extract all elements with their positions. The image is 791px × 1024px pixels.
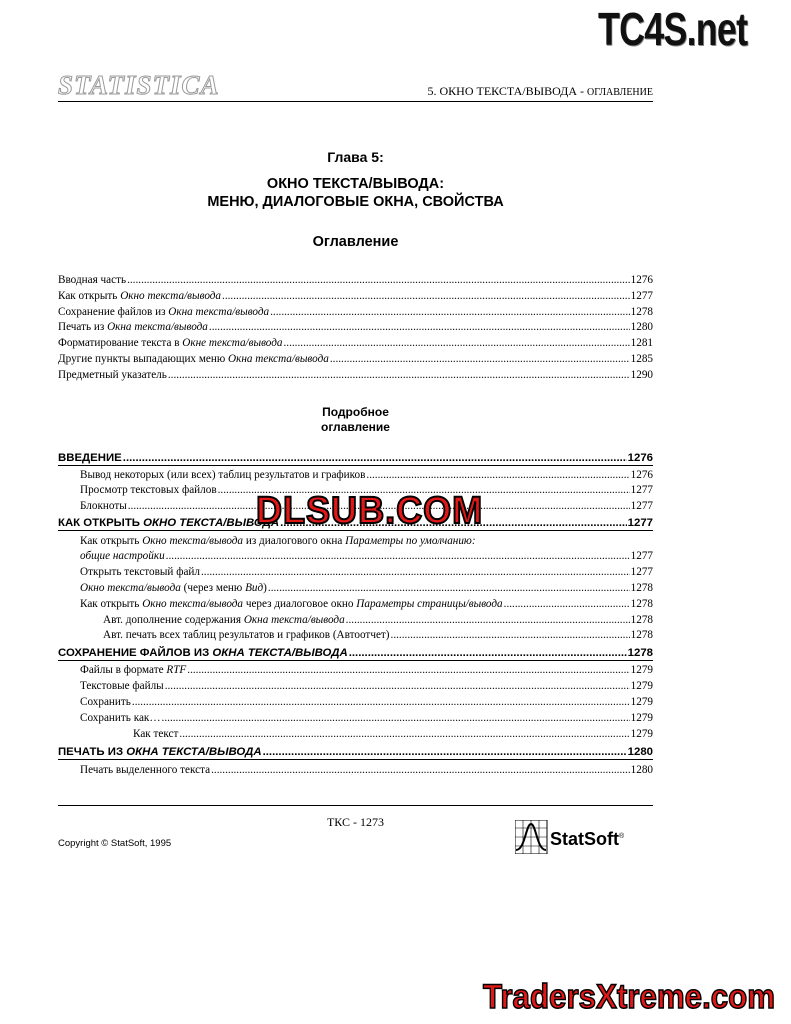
toc-entry-text: Авт. печать всех таблиц результатов и графиков (Автоотчет) <box>103 629 390 641</box>
toc-leader-dots <box>366 469 629 482</box>
summary-toc-entry[interactable] <box>58 304 653 319</box>
toc-page-number: 1279 <box>630 728 653 740</box>
toc-entry-title <box>103 614 345 627</box>
statsoft-brand <box>550 829 624 850</box>
toc-page-number: 1278 <box>630 629 653 641</box>
toc-entry-text: Авт. дополнение содержания <box>103 614 244 626</box>
toc-entry-text: Окно текста/вывода <box>142 535 244 547</box>
toc-leader-dots <box>168 369 630 382</box>
toc-entry-title <box>58 647 348 660</box>
toc-page-number: 1290 <box>630 368 653 381</box>
toc-entry-text: Файлы в формате <box>80 664 167 676</box>
toc-entry-text: Текстовые файлы <box>80 680 164 692</box>
toc-page-number: 1277 <box>627 517 653 529</box>
detailed-toc-entry[interactable] <box>58 467 653 482</box>
toc-entry-text: ПЕЧАТЬ ИЗ <box>58 746 127 758</box>
chapter-label: Глава 5: <box>327 149 384 165</box>
toc-entry-text: (через меню <box>180 582 246 594</box>
toc-entry-text: ОКНА ТЕКСТА/ВЫВОДА <box>126 746 262 758</box>
toc-page-number: 1278 <box>630 598 653 610</box>
toc-entry-text: Как открыть <box>80 535 143 547</box>
toc-entry-text: через диалоговое окно <box>243 598 357 610</box>
running-header <box>428 84 654 99</box>
toc-page-number: 1276 <box>627 452 653 464</box>
toc-leader-dots <box>330 353 630 366</box>
toc-entry-text: Окна текста/вывода <box>243 614 345 626</box>
toc-leader-dots <box>132 696 630 709</box>
detailed-toc-section[interactable] <box>58 645 653 661</box>
toc-entry-text: Печать выделенного текста <box>80 764 211 776</box>
detailed-toc-entry[interactable] <box>58 564 653 579</box>
toc-page-number: 1280 <box>627 746 653 758</box>
detailed-toc-entry[interactable] <box>58 627 653 642</box>
toc-entry-text: Печать из <box>58 321 108 334</box>
toc-page-number: 1276 <box>630 274 653 286</box>
toc-entry-text: Сохранить как… <box>80 712 161 724</box>
tc4s-watermark: TC4S.net <box>598 3 748 55</box>
toc-entry-title <box>58 321 208 334</box>
toc-leader-dots <box>123 452 627 465</box>
toc-entry-text: Предметный указатель <box>58 368 167 381</box>
detailed-toc-entry[interactable] <box>58 533 653 548</box>
detailed-toc-entry[interactable] <box>58 580 653 595</box>
toc-entry-text: Окно текста/вывода <box>142 598 244 610</box>
detailed-title-line2: оглавление <box>321 420 390 434</box>
dlsub-watermark: DLSUB.COM <box>256 490 484 532</box>
toc-page-number: 1279 <box>630 664 653 676</box>
toc-page-number: 1278 <box>630 305 653 318</box>
detailed-toc-entry[interactable] <box>58 762 653 777</box>
detailed-toc-section[interactable] <box>58 450 653 466</box>
toc-leader-dots <box>270 306 630 319</box>
page-number: ТКС - 1273 <box>326 815 385 829</box>
toc-page-number: 1276 <box>630 469 653 481</box>
toc-entry-text: Вид <box>245 582 264 594</box>
detailed-toc-entry[interactable] <box>58 678 653 693</box>
toc-entry-text-italic: Окно текста/вывода <box>120 289 222 302</box>
statsoft-brand-mark: ® <box>619 833 625 840</box>
toc-entry-title <box>58 452 122 465</box>
toc-entry-text: Как открыть <box>58 289 121 302</box>
toc-leader-dots <box>268 582 630 595</box>
summary-toc-entry[interactable] <box>58 288 653 303</box>
toc-entry-title <box>80 535 476 548</box>
toc-entry-title <box>58 517 279 530</box>
toc-leader-dots <box>504 598 630 611</box>
toc-page-number: 1277 <box>630 500 653 512</box>
toc-entry-text: Параметры по умолчанию: <box>345 535 476 547</box>
toc-leader-dots <box>166 550 630 563</box>
toc-page-number: 1278 <box>630 614 653 626</box>
toc-entry-title <box>133 728 178 741</box>
toc-entry-text: Просмотр текстовых файлов <box>80 484 217 496</box>
toc-entry-title <box>103 629 390 642</box>
toc-entry-title <box>58 290 221 303</box>
toc-leader-dots <box>349 647 627 660</box>
toc-entry-title <box>58 746 262 759</box>
running-header-chapter: 5. ОКНО ТЕКСТА/ВЫВОДА - <box>427 84 587 98</box>
toc-page-number: 1278 <box>630 582 653 594</box>
toc-page-number: 1278 <box>627 647 653 659</box>
header-rule <box>58 101 653 102</box>
toc-page-number: 1279 <box>630 696 653 708</box>
contents-heading: Оглавление <box>312 234 399 250</box>
detailed-toc-entry[interactable] <box>58 548 653 563</box>
toc-entry-text-italic: Окна текста/вывода <box>168 305 270 318</box>
toc-entry-text: Открыть текстовый файл <box>80 566 200 578</box>
toc-leader-dots <box>283 337 629 350</box>
toc-page-number: 1279 <box>630 712 653 724</box>
toc-entry-text: общие настройки <box>80 550 165 562</box>
toc-entry-text: Сохранение файлов из <box>58 305 169 318</box>
toc-page-number: 1277 <box>630 566 653 578</box>
toc-leader-dots <box>201 566 630 579</box>
detailed-toc-entry[interactable] <box>58 662 653 677</box>
toc-entry-title <box>58 369 167 382</box>
toc-entry-title <box>80 566 200 579</box>
toc-page-number: 1281 <box>630 337 653 350</box>
summary-toc-entry[interactable] <box>58 319 653 334</box>
toc-entry-text: Блокноты <box>80 500 127 512</box>
summary-toc-entry[interactable] <box>58 367 653 382</box>
detailed-title-line1: Подробное <box>322 405 389 419</box>
toc-entry-text-italic: Окна текста/вывода <box>107 321 208 334</box>
toc-entry-title <box>80 582 267 595</box>
chapter-title-line2: МЕНЮ, ДИАЛОГОВЫЕ ОКНА, СВОЙСТВА <box>207 194 504 210</box>
detailed-toc-section[interactable] <box>58 744 653 760</box>
toc-entry-title <box>80 550 165 563</box>
toc-page-number: 1277 <box>630 484 653 496</box>
toc-leader-dots <box>391 629 630 642</box>
toc-leader-dots <box>165 680 630 693</box>
toc-entry-text: Форматирование текста в <box>58 337 183 350</box>
toc-entry-title <box>58 337 282 350</box>
running-header-section: ОГЛАВЛЕНИЕ <box>587 87 653 98</box>
toc-entry-text: Как текст <box>133 728 179 740</box>
toc-entry-text: Как открыть <box>80 598 143 610</box>
summary-toc-entry[interactable] <box>58 272 653 287</box>
toc-leader-dots <box>209 321 630 334</box>
toc-entry-text: ) <box>263 582 267 594</box>
toc-entry-title <box>58 274 126 287</box>
toc-entry-title <box>80 764 210 777</box>
toc-entry-text: СОХРАНЕНИЕ ФАЙЛОВ ИЗ <box>58 647 213 659</box>
toc-entry-title <box>80 680 164 693</box>
toc-entry-text: Окно текста/вывода <box>80 582 181 594</box>
toc-leader-dots <box>162 712 630 725</box>
detailed-toc-entry[interactable] <box>58 596 653 611</box>
toc-entry-text: ОКНА ТЕКСТА/ВЫВОДА <box>212 647 348 659</box>
toc-page-number: 1277 <box>630 550 653 562</box>
toc-entry-text: Вводная часть <box>58 274 127 286</box>
toc-entry-text: из диалогового окна <box>243 535 346 547</box>
detailed-toc-entry[interactable] <box>58 612 653 627</box>
toc-entry-text: RTF <box>166 664 187 676</box>
summary-toc-entry[interactable] <box>58 351 653 366</box>
toc-leader-dots <box>211 764 630 777</box>
detailed-toc-entry[interactable] <box>58 726 653 741</box>
toc-entry-title <box>80 712 161 725</box>
toc-page-number: 1277 <box>630 289 653 302</box>
toc-entry-text: ВВЕДЕНИЕ <box>58 452 122 464</box>
toc-leader-dots <box>263 746 627 759</box>
footer-rule <box>58 805 653 806</box>
toc-page-number: 1279 <box>630 680 653 692</box>
toc-entry-text: Вывод некоторых (или всех) таблиц результатов и графиков <box>80 469 366 481</box>
toc-page-number: 1280 <box>630 321 653 334</box>
toc-entry-text-italic: Окна текста/вывода <box>228 353 329 365</box>
summary-toc <box>58 272 653 382</box>
toc-entry-title <box>58 306 269 319</box>
toc-entry-text-italic: Окне текста/вывода <box>182 337 283 350</box>
copyright: Copyright © StatSoft, 1995 <box>58 838 172 849</box>
toc-leader-dots <box>346 614 630 627</box>
toc-entry-text: КАК ОТКРЫТЬ <box>58 517 144 529</box>
toc-leader-dots <box>187 664 629 677</box>
toc-entry-title <box>80 484 217 497</box>
toc-entry-title <box>58 353 329 366</box>
detailed-toc-entry[interactable] <box>58 694 653 709</box>
toc-entry-text: ОКНО ТЕКСТА/ВЫВОДА <box>143 517 280 529</box>
chapter-title-line1: ОКНО ТЕКСТА/ВЫВОДА: <box>266 176 445 192</box>
toc-entry-title <box>80 664 186 677</box>
toc-page-number: 1280 <box>630 764 653 776</box>
toc-entry-title <box>80 696 131 709</box>
toc-entry-text: Другие пункты выпадающих меню <box>58 353 229 365</box>
toc-leader-dots <box>127 274 630 287</box>
detailed-toc-entry[interactable] <box>58 710 653 725</box>
toc-entry-title <box>80 500 127 513</box>
toc-page-number: 1285 <box>630 353 653 365</box>
tradersxtreme-watermark: TradersXtreme.com <box>483 978 776 1016</box>
toc-entry-title <box>80 469 365 482</box>
summary-toc-entry[interactable] <box>58 335 653 350</box>
toc-entry-title <box>80 598 503 611</box>
toc-leader-dots <box>222 290 630 303</box>
toc-leader-dots <box>179 728 629 741</box>
statistica-logo: STATISTICA <box>58 70 220 100</box>
toc-entry-text: Параметры страницы/вывода <box>356 598 503 610</box>
toc-entry-text: Сохранить <box>80 696 131 708</box>
statsoft-brand-name: StatSoft <box>550 829 619 849</box>
